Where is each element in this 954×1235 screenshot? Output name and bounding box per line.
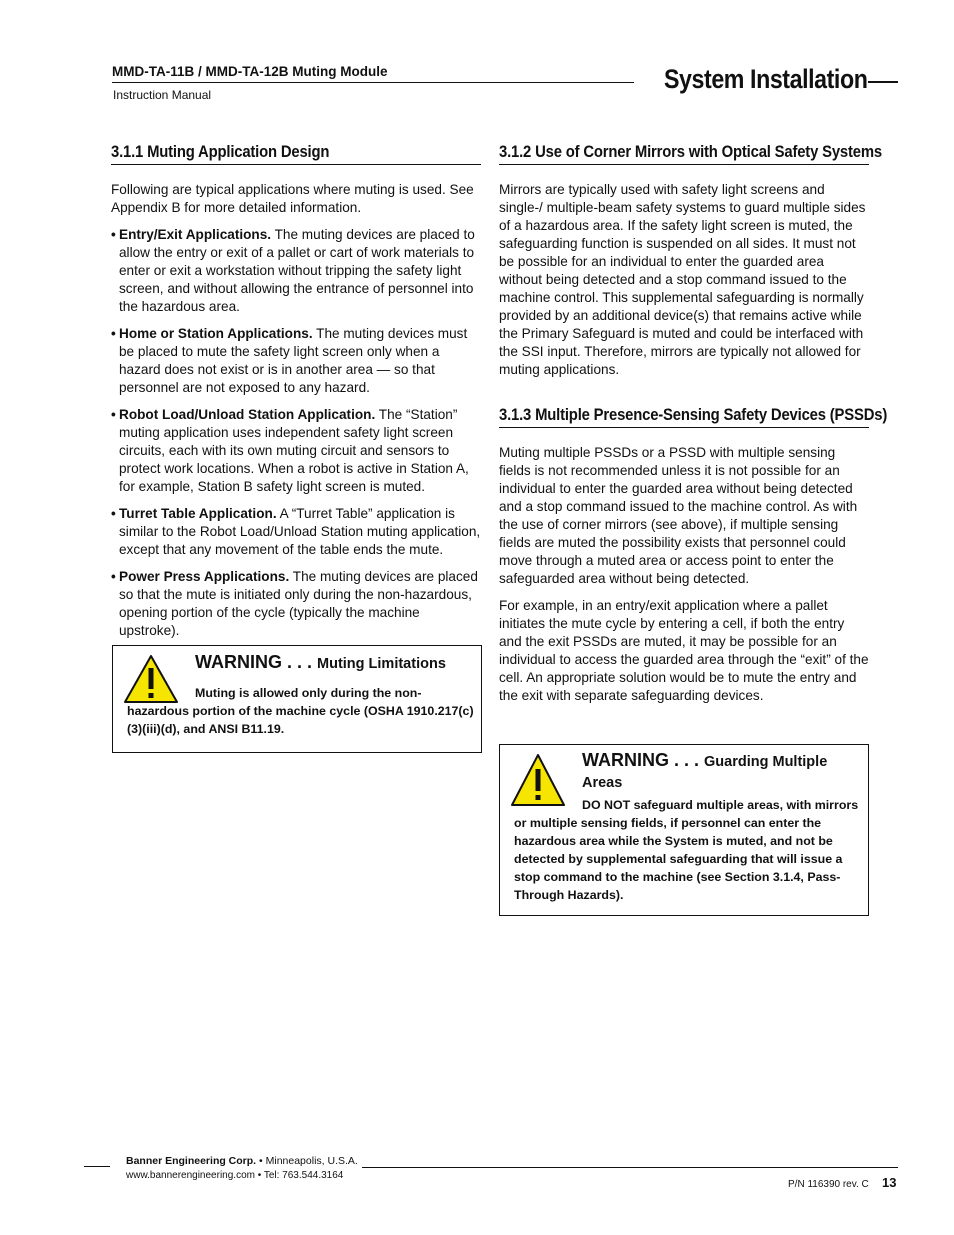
list-item: • Turret Table Application. A “Turret Table” application is similar to the Robot Load/Unload Station muting application, except that any movement of the table ends the mute. [111, 505, 481, 559]
part-number: P/N 116390 rev. C [788, 1179, 869, 1190]
pssd-paragraph: Muting multiple PSSDs or a PSSD with multiple sensing fields is not recommended unless it is not possible for an individual to enter the guarded area without being detected and a stop command issued to the machine control. As with the use of corner mirrors (see above), if multiple sensing fields are muted the possibility exists that personnel could move through a muted area or access point to enter the safeguarded area without being detected. [499, 445, 858, 586]
section-title: System Installation [664, 64, 868, 94]
product-title: MMD-TA-11B / MMD-TA-12B Muting Module [112, 64, 388, 79]
section-heading-3-1-1: 3.1.1 Muting Application Design [111, 143, 481, 165]
footer-contact: www.bannerengineering.com • Tel: 763.544.3164 [126, 1170, 344, 1181]
example-paragraph: For example, in an entry/exit application where a pallet initiates the mute cycle by entering a cell, if both the entry and the exit PSSDs are muted, it may be possible for an individual to access the guarded area through the “exit” of the cell. An appropriate solution would be to mute the entry and the exit with separate safeguarding devices. [499, 598, 869, 703]
header-dash [868, 81, 898, 83]
page-number: 13 [882, 1175, 897, 1190]
warning-title: WARNING . . . Muting Limitations [195, 652, 446, 672]
list-item: • Robot Load/Unload Station Application. The “Station” muting application uses independent safety light screen circuits, each with its own muting circuit and sensors to protect work locations. When a robot is active in Station A, for example, Station B safety light screen is muted. [111, 406, 481, 496]
left-column [111, 143, 481, 649]
section-heading-3-1-3: 3.1.3 Multiple Presence-Sensing Safety Devices (PSSDs) [499, 406, 869, 428]
footer-rule [362, 1167, 898, 1168]
footer-company: Banner Engineering Corp. • Minneapolis, U.S.A. [126, 1155, 358, 1167]
warning-box-muting-limitations [112, 645, 482, 753]
manual-label: Instruction Manual [113, 88, 212, 102]
warning-title: WARNING . . . Guarding Multiple Areas [582, 750, 828, 791]
right-column [499, 143, 888, 714]
list-item: • Home or Station Applications. The muting devices must be placed to mute the safety light screen only when a hazard does not exist or is in another area — so that personnel are not exposed to any hazard. [111, 325, 481, 397]
list-item: • Power Press Applications. The muting devices are placed so that the mute is initiated only during the non-hazardous, opening portion of the cycle (typically the machine upstroke). [111, 568, 481, 640]
mirrors-paragraph: Mirrors are typically used with safety light screens and single-/ multiple-beam safety systems to guard multiple sides of a hazardous area. If the safety light screen is muted, the safeguarding function is suspended on all sides. It must not be possible for an individual to enter the guarded area without being detected and a stop command issued to the machine control. This supplemental safeguarding is normally provided by an additional device(s) that remains active while the Primary Safeguard is muted and could be interfaced with the SSI input. Therefore, mirrors are typically not allowed for muting applications. [499, 182, 866, 377]
footer-dash [84, 1166, 110, 1167]
list-item: • Entry/Exit Applications. The muting devices are placed to allow the entry or exit of a pallet or cart of work materials to enter or exit a workstation without tripping the safety light screen, and without allowing the entrance of personnel into the hazardous area. [111, 226, 481, 316]
warning-body: Muting is allowed only during the non-hazardous portion of the machine cycle (OSHA 1910.217(c)(3)(iii)(d), and ANSI B11.19. [127, 686, 474, 736]
application-list [111, 226, 481, 640]
section-heading-3-1-2: 3.1.2 Use of Corner Mirrors with Optical Safety Systems [499, 143, 869, 165]
intro-paragraph: Following are typical applications where muting is used. See Appendix B for more detailed information. [111, 182, 474, 215]
header-rule [112, 82, 634, 83]
warning-box-guarding-multiple-areas [499, 744, 869, 916]
warning-body: DO NOT safeguard multiple areas, with mirrors or multiple sensing fields, if personnel can enter the hazardous area while the System is muted, and not be detected by supplemental safeguarding that will issue a stop command to the machine (see Section 3.1.4, Pass-Through Hazards). [514, 798, 859, 902]
